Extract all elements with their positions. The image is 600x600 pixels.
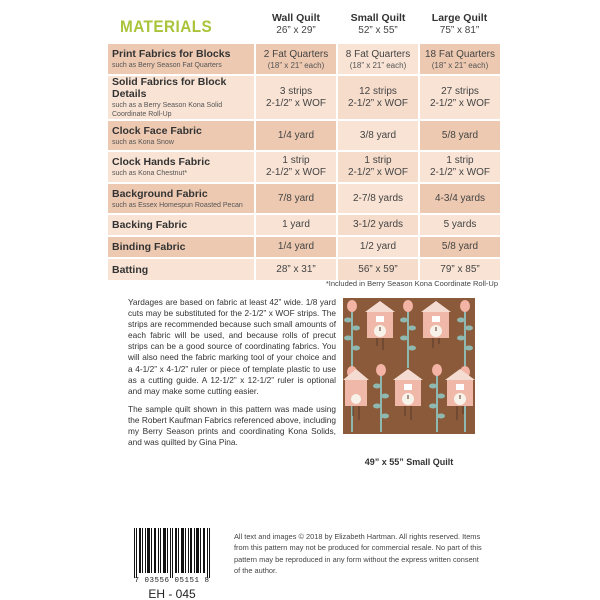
row-label-sub: such as Berry Season Fat Quarters	[112, 62, 222, 69]
quilt-illustration	[343, 298, 475, 434]
cell-value: 1 strip	[364, 155, 392, 166]
cell-value: 18 Fat Quarters	[424, 48, 496, 60]
table-row	[108, 151, 500, 183]
row-label	[108, 151, 255, 183]
table-row	[108, 120, 500, 151]
table-cell	[337, 43, 419, 75]
row-label	[108, 214, 255, 236]
table-row	[108, 43, 500, 75]
cell-value: 1 strip	[282, 155, 310, 166]
table-cell	[255, 120, 337, 151]
cell-value: 7/8 yard	[277, 192, 315, 204]
cell-value-2: 2-1/2” x WOF	[347, 167, 408, 178]
table-cell	[419, 236, 500, 258]
cell-sub: (18” x 21” each)	[431, 60, 489, 70]
quilt-photo	[343, 298, 475, 434]
body-paragraph-2: The sample quilt shown in this pattern was made using the Robert Kaufman Fabrics referenced above, including my Berry Season prints and coordinating Kona Solids, and was quilted by Gina Pina.	[128, 403, 337, 448]
table-cell	[255, 214, 337, 236]
cell-sub: (18” x 21” each)	[349, 60, 407, 70]
cell-value-2: 2-1/2” x WOF	[347, 97, 408, 109]
row-label-main: Clock Hands Fabric	[112, 156, 211, 168]
cell-value: 3-1/2 yards	[352, 219, 404, 230]
cell-sub: (18” x 21” each)	[267, 60, 325, 70]
table-row	[108, 75, 500, 120]
table-cell	[255, 75, 337, 120]
table-cell	[419, 75, 500, 120]
row-label	[108, 258, 255, 280]
cell-value-2: 2-1/2” x WOF	[429, 97, 490, 109]
row-label	[108, 236, 255, 258]
table-cell	[419, 183, 500, 214]
materials-table	[108, 5, 500, 280]
col-header-small	[337, 5, 419, 43]
row-label-main: Clock Face Fabric	[112, 124, 202, 137]
table-cell	[337, 75, 419, 120]
cell-value: 1 strip	[446, 155, 474, 166]
table-cell	[337, 120, 419, 151]
row-label	[108, 183, 255, 214]
body-text	[128, 297, 336, 455]
table-row	[108, 183, 500, 214]
table-cell	[337, 258, 419, 280]
body-paragraph-1: Yardages are based on fabric at least 42” wide. 1/8 yard cuts may be substituted for the 2-1/2” x WOF strips. The strips are recommended because such small amounts of each fabric will be used, and because rolls of precut strips can be a good source of coordinating fabrics. You will also need the fabric marking tool of your choice and a 4-1/2” x 4-1/2” ruler or piece of template plastic to use as a cutting guide. A 12-1/2” x 12-1/2” ruler is optional and may make some cutting easier.	[128, 297, 336, 396]
table-cell	[255, 43, 337, 75]
table-cell	[255, 183, 337, 214]
row-label-main: Batting	[112, 263, 149, 276]
table-cell	[337, 183, 419, 214]
col-name: Small Quilt	[350, 11, 406, 24]
materials-title-cell	[108, 5, 255, 43]
row-label-main: Solid Fabrics for Block Details	[112, 76, 227, 100]
table-cell	[255, 236, 337, 258]
table-cell	[255, 258, 337, 280]
row-label	[108, 75, 255, 120]
cell-value: 28” x 31”	[276, 263, 316, 275]
row-label-main: Binding Fabric	[112, 241, 186, 253]
row-label-main: Background Fabric	[112, 187, 208, 200]
barcode-number: 7 03556 05151 8	[134, 577, 210, 585]
quilt-caption: 49” x 55” Small Quilt	[364, 457, 454, 467]
barcode	[128, 528, 216, 598]
row-label	[108, 120, 255, 151]
table-cell	[337, 236, 419, 258]
table-footnote: *Included in Berry Season Kona Coordinate Roll-Up	[325, 279, 498, 288]
copyright-notice: All text and images © 2018 by Elizabeth Hartman. All rights reserved. Items from this pattern may not be produced for commercial resale. No part of this pattern may be reproduced in any form without the express written consent of the author.	[234, 532, 482, 576]
row-label-sub: such as Essex Homespun Roasted Pecan	[112, 201, 243, 209]
table-cell	[419, 120, 500, 151]
table-cell	[419, 151, 500, 183]
cell-value: 27 strips	[441, 85, 479, 97]
col-size: 26” x 29”	[276, 24, 316, 36]
table-cell	[337, 214, 419, 236]
cell-value: 56” x 59”	[358, 263, 398, 275]
table-row	[108, 258, 500, 280]
col-header-large	[419, 5, 500, 43]
cell-value: 2 Fat Quarters	[263, 48, 329, 60]
table-cell	[337, 151, 419, 183]
cell-value: 3 strips	[279, 85, 313, 97]
cell-value-2: 2-1/2” x WOF	[265, 97, 326, 109]
cell-value: 5/8 yard	[441, 241, 479, 252]
table-header-row	[108, 5, 500, 43]
cell-value: 2-7/8 yards	[352, 192, 404, 204]
cell-value: 79” x 85”	[440, 263, 480, 275]
col-size: 75” x 81”	[439, 24, 480, 36]
cell-value: 1/4 yard	[277, 129, 315, 141]
cell-value-2: 2-1/2” x WOF	[429, 167, 490, 178]
table-cell	[255, 151, 337, 183]
cell-value: 1/2 yard	[359, 241, 397, 252]
row-label	[108, 43, 255, 75]
col-name: Wall Quilt	[271, 11, 321, 24]
row-label-sub: such as a Berry Season Kona Solid Coordinate Roll-Up	[112, 102, 223, 118]
row-label-sub: such as Kona Snow	[112, 138, 174, 146]
materials-title: MATERIALS	[120, 17, 213, 36]
barcode-bars	[128, 528, 216, 578]
cell-value: 8 Fat Quarters	[345, 48, 411, 60]
cell-value-2: 2-1/2” x WOF	[265, 167, 326, 178]
cell-value: 12 strips	[359, 85, 397, 97]
row-label-sub: such as Kona Chestnut*	[112, 170, 188, 177]
table-cell	[419, 214, 500, 236]
table-cell	[419, 43, 500, 75]
col-size: 52” x 55”	[358, 24, 398, 36]
cell-value: 3/8 yard	[359, 129, 397, 141]
table-row	[108, 236, 500, 258]
col-header-wall	[255, 5, 337, 43]
row-label-main: Backing Fabric	[112, 219, 188, 231]
cell-value: 4-3/4 yards	[434, 192, 486, 204]
pattern-code: EH - 045	[148, 587, 196, 600]
table-cell	[419, 258, 500, 280]
cell-value: 5/8 yard	[441, 129, 479, 141]
row-label-main: Print Fabrics for Blocks	[112, 48, 231, 60]
cell-value: 1/4 yard	[277, 241, 315, 252]
cell-value: 5 yards	[443, 219, 477, 230]
table-row	[108, 214, 500, 236]
col-name: Large Quilt	[431, 11, 488, 24]
cell-value: 1 yard	[282, 219, 310, 230]
